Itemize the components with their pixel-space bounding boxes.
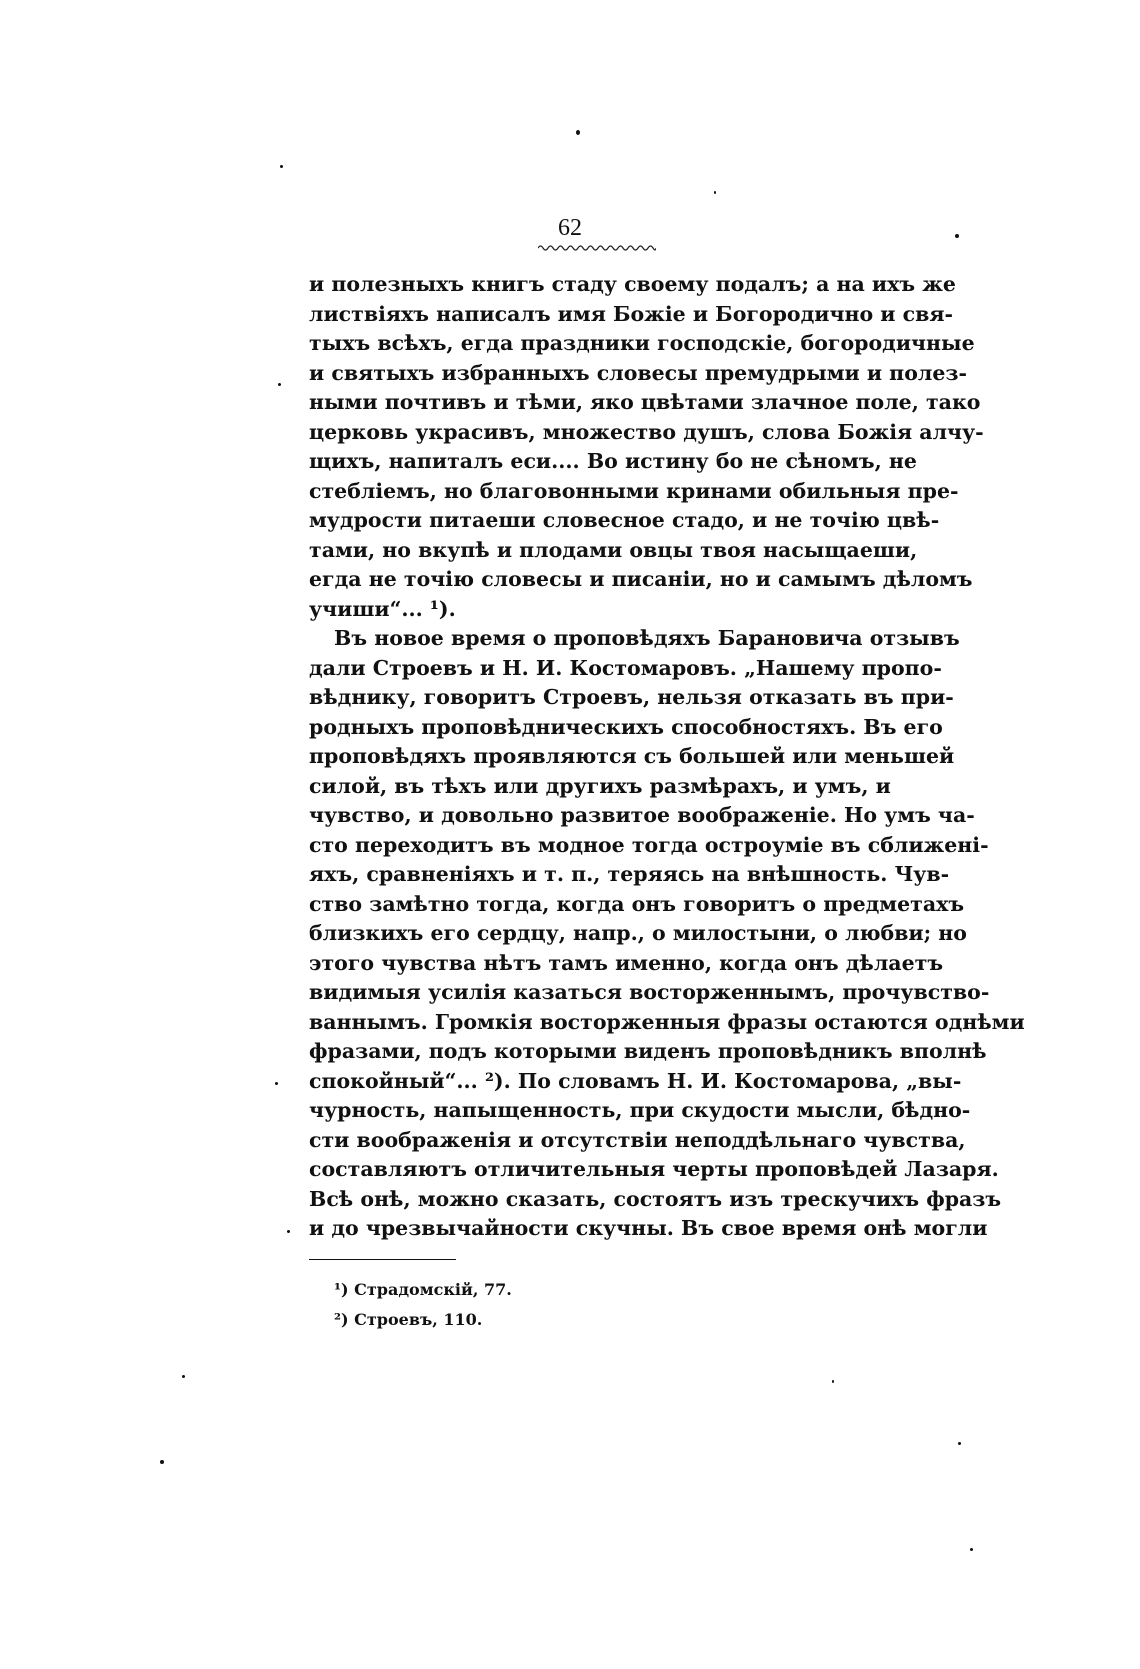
body-text [309,270,1025,1244]
text-line: и полезныхъ книгъ стаду своему подалъ; а на ихъ же [309,272,956,296]
page-number: 62 [558,215,582,241]
text-line: видимыя усилія казаться восторженнымъ, прочувство- [309,980,990,1004]
page-header [0,214,1140,242]
text-line: составляютъ отличительныя черты проповѣдей Лазаря. [309,1157,999,1181]
text-line: и до чрезвычайности скучны. Въ свое время онѣ могли [309,1216,988,1240]
footnotes [334,1275,834,1335]
text-line: чурность, напыщенность, при скудости мысли, бѣдно- [309,1098,971,1122]
text-line: церковь украсивъ, множество душъ, слова Божія алчу- [309,419,984,444]
text-line: близкихъ его сердцу, напр., о милостыни, о любви; но [309,921,967,945]
text-line: родныхъ проповѣдническихъ способностяхъ. Въ его [309,714,943,739]
text-line: сти воображенія и отсутствіи неподдѣльнаго чувства, [309,1127,966,1152]
text-line: спокойный“... ²). По словамъ Н. И. Костомарова, „вы- [309,1068,962,1093]
text-line: Всѣ онѣ, можно сказать, состоятъ изъ трескучихъ фразъ [309,1186,1002,1211]
text-line: чувство, и довольно развитое воображеніе. Но умъ ча- [309,803,975,827]
footnote-2: ²) Строевъ, 110. [334,1310,483,1329]
scan-speck [275,1082,278,1085]
scan-speck [287,1230,290,1233]
scan-speck [832,1380,834,1383]
text-line: щихъ, напиталъ еси.... Во истину бо не сѣномъ, не [309,449,917,473]
scan-speck [955,234,959,238]
text-line: егда не точію словесы и писаніи, но и самымъ дѣломъ [309,567,973,591]
scan-speck [970,1548,973,1551]
wavy-rule-ornament [538,244,656,252]
scan-speck [958,1442,961,1445]
text-line: мудрости питаеши словесное стадо, и не точію цвѣ- [309,508,940,532]
text-line: тыхъ всѣхъ, егда праздники господскіе, богородичные [309,331,975,355]
text-line: ство замѣтно тогда, когда онъ говоритъ о предметахъ [309,891,965,916]
text-line: тами, но вкупѣ и плодами овцы твоя насыщаеши, [309,537,918,562]
footnote-divider [309,1259,456,1260]
scan-speck [160,1460,164,1464]
paragraph-start-line: Въ новое время о проповѣдяхъ Барановича отзывъ [334,626,960,650]
text-line: учиши“... ¹). [309,596,456,621]
text-line: силой, въ тѣхъ или другихъ размѣрахъ, и умъ, и [309,773,891,798]
scan-speck [182,1375,185,1378]
text-line: стебліемъ, но благовонными кринами обильныя пре- [309,478,959,503]
text-line: фразами, подъ которыми виденъ проповѣдникъ вполнѣ [309,1039,987,1063]
text-line: сто переходитъ въ модное тогда остроуміе въ сближені- [309,832,989,857]
text-line: листвіяхъ написалъ имя Божіе и Богородично и свя- [309,301,954,326]
scan-speck [280,165,283,168]
scan-speck [576,130,580,135]
text-line: ваннымъ. Громкія восторженныя фразы остаются однѣми [309,1009,1025,1034]
text-line: яхъ, сравненіяхъ и т. п., теряясь на внѣшность. Чув- [309,862,950,886]
scan-speck [714,191,716,194]
text-line: проповѣдяхъ проявляются съ большей или меньшей [309,744,955,768]
scan-speck [278,383,281,386]
footnote-1: ¹) Страдомскій, 77. [334,1280,512,1299]
text-line: вѣднику, говоритъ Строевъ, нельзя отказать въ при- [309,685,954,709]
text-line: ными почтивъ и тѣми, яко цвѣтами злачное поле, тако [309,390,981,414]
text-line: этого чувства нѣтъ тамъ именно, когда онъ дѣлаетъ [309,950,944,975]
text-line: и святыхъ избранныхъ словесы премудрыми и полез- [309,360,967,385]
text-line: дали Строевъ и Н. И. Костомаровъ. „Нашему пропо- [309,655,942,680]
